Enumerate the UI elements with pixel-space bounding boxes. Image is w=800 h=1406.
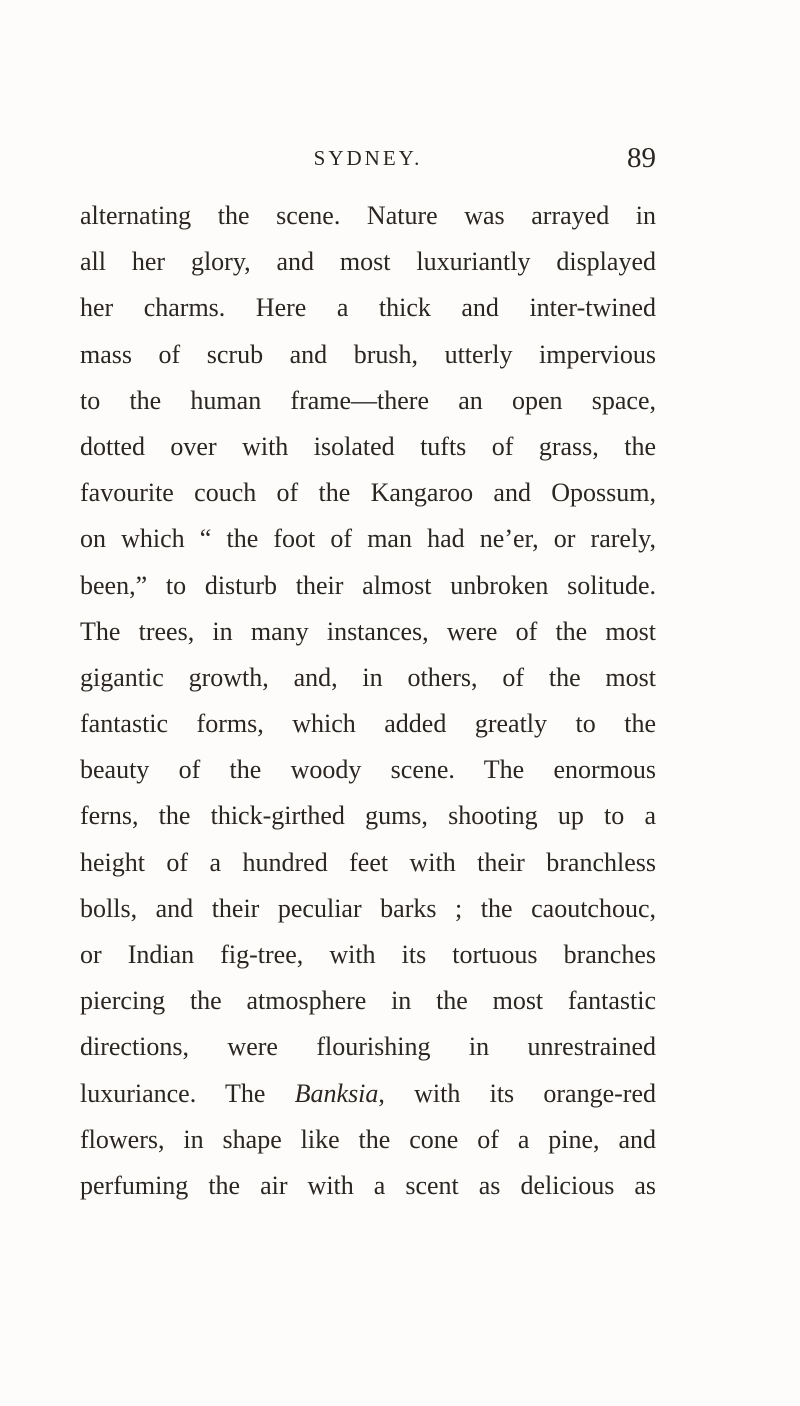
text-line xyxy=(80,1071,656,1117)
text-line: The trees, in many instances, were of the most xyxy=(80,616,656,646)
italic-species-name: Banksia xyxy=(294,1078,379,1108)
running-title: SYDNEY. xyxy=(313,146,423,170)
text-line: fantastic forms, which added greatly to the xyxy=(80,709,656,739)
text-line: perfuming the air with a scent as delicious as xyxy=(80,1170,656,1200)
text-line: beauty of the woody scene. The enormous xyxy=(80,755,656,785)
text-line: or Indian fig-tree, with its tortuous branches xyxy=(80,940,656,969)
text-line: ferns, the thick-girthed gums, shooting up to a xyxy=(80,801,656,831)
text-line: flowers, in shape like the cone of a pine, and xyxy=(80,1124,656,1154)
text-line: mass of scrub and brush, utterly impervious xyxy=(80,339,656,369)
text-line: bolls, and their peculiar barks ; the caoutchouc, xyxy=(80,893,656,923)
text-line: been,” to disturb their almost unbroken solitude. xyxy=(80,570,656,600)
text-line: piercing the atmosphere in the most fantastic xyxy=(80,986,656,1016)
running-head xyxy=(80,142,656,182)
text-line: directions, were flourishing in unrestrained xyxy=(80,1032,656,1062)
text-segment: luxuriance. The xyxy=(80,1078,295,1108)
text-line: height of a hundred feet with their branchless xyxy=(80,847,656,877)
text-line: to the human frame—there an open space, xyxy=(80,385,656,415)
text-line: her charms. Here a thick and inter-twined xyxy=(80,293,656,323)
page-number: 89 xyxy=(627,142,656,174)
text-segment: , with its orange-red xyxy=(378,1078,656,1108)
text-line: favourite couch of the Kangaroo and Opossum, xyxy=(80,478,656,508)
text-line: on which “ the foot of man had ne’er, or rarely, xyxy=(80,524,656,554)
text-line: gigantic growth, and, in others, of the most xyxy=(80,662,656,692)
text-line: dotted over with isolated tufts of grass, the xyxy=(80,431,656,461)
body-text xyxy=(80,193,656,1209)
text-line: alternating the scene. Nature was arrayed in xyxy=(80,201,656,230)
text-line: all her glory, and most luxuriantly displayed xyxy=(80,247,656,277)
